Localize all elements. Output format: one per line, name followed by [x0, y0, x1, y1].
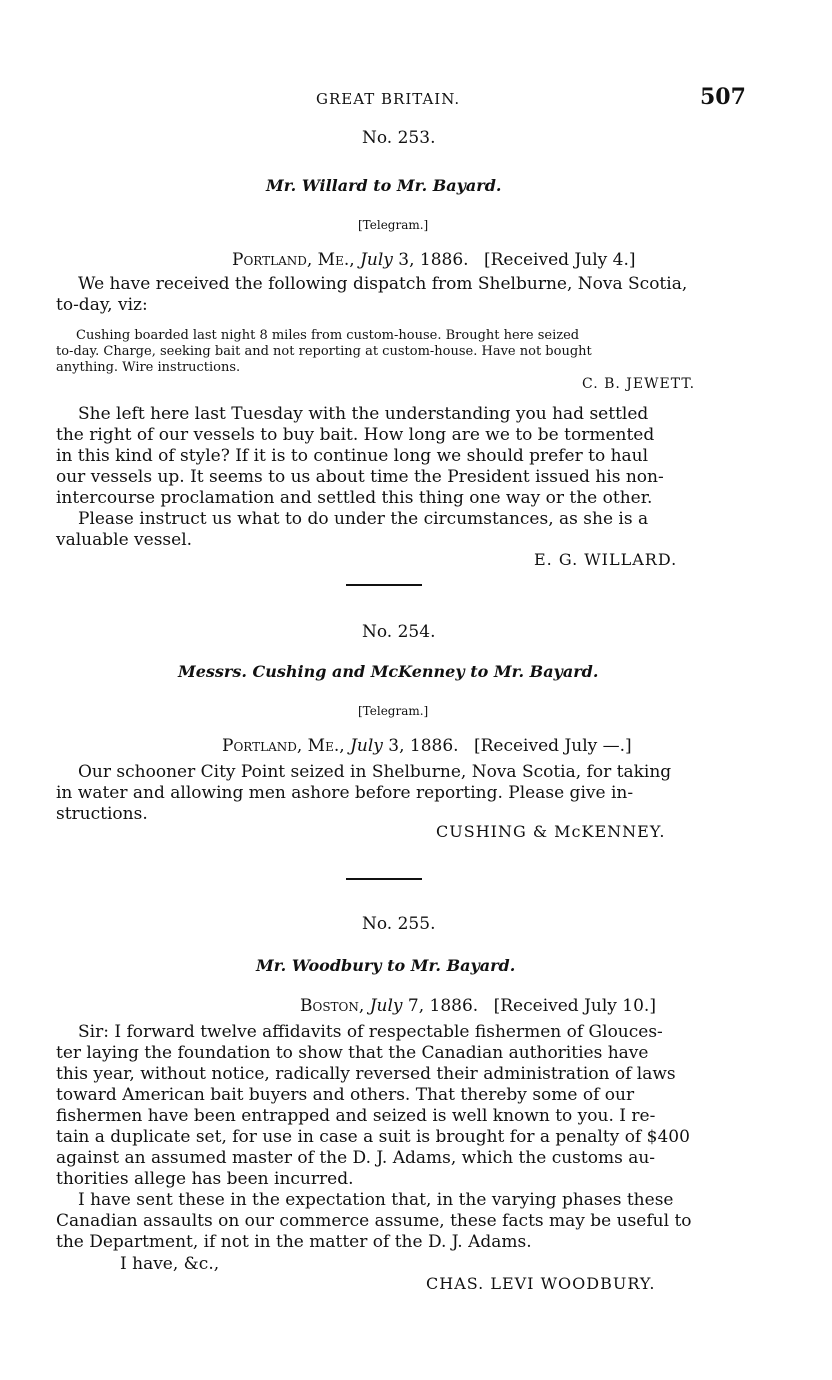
doc253-body-line: She left here last Tuesday with the understanding you had settled: [78, 404, 649, 424]
doc254-date-rest: 3, 1886.: [388, 736, 459, 756]
doc255-date-month: July: [369, 996, 403, 1016]
doc253-number: No. 253.: [362, 128, 436, 148]
section-divider: [346, 878, 422, 880]
doc253-place: Portland, Me.,: [232, 250, 355, 270]
doc255-body-line: ter laying the foundation to show that the Canadian authorities have: [56, 1043, 649, 1063]
doc255-signature: CHAS. LEVI WOODBURY.: [426, 1274, 656, 1293]
doc255-body-line: against an assumed master of the D. J. Adams, which the customs au-: [56, 1148, 656, 1168]
doc253-label: [Telegram.]: [358, 218, 429, 232]
doc253-dateline: [232, 250, 636, 270]
doc255-received: [Received July 10.]: [493, 996, 656, 1016]
doc254-place: Portland, Me.,: [222, 736, 345, 756]
doc255-body-line: this year, without notice, radically reversed their administration of laws: [56, 1064, 676, 1084]
doc255-place: Boston,: [300, 996, 365, 1016]
doc253-body-line: Please instruct us what to do under the circumstances, as she is a: [78, 509, 649, 529]
page-number: 507: [700, 84, 746, 110]
doc255-body-line: tain a duplicate set, for use in case a suit is brought for a penalty of $400: [56, 1127, 690, 1147]
doc253-body-line: the right of our vessels to buy bait. How long are we to be tormented: [56, 425, 655, 445]
doc253-body-line: our vessels up. It seems to us about time the President issued his non-: [56, 467, 664, 487]
doc254-body-line: in water and allowing men ashore before reporting. Please give in-: [56, 783, 634, 803]
doc253-quote-signature: C. B. JEWETT.: [582, 376, 696, 392]
doc254-body: [56, 762, 740, 825]
doc253-intro-line: to-day, viz:: [56, 295, 148, 315]
doc253-title: Mr. Willard to Mr. Bayard.: [266, 176, 502, 195]
doc254-date-month: July: [350, 736, 383, 756]
doc253-date-rest: 3, 1886.: [398, 250, 469, 270]
doc255-dateline: [300, 996, 656, 1016]
doc255-body-line: the Department, if not in the matter of the D. J. Adams.: [56, 1232, 532, 1252]
doc254-dateline: [222, 736, 632, 756]
doc253-intro: [56, 274, 740, 316]
doc255-title: Mr. Woodbury to Mr. Bayard.: [256, 956, 516, 975]
doc255-date-rest: 7, 1886.: [407, 996, 479, 1016]
doc254-title: Messrs. Cushing and McKenney to Mr. Bayard.: [178, 662, 599, 681]
doc253-body-line: intercourse proclamation and settled this thing one way or the other.: [56, 488, 653, 508]
doc253-quote: [56, 328, 740, 376]
doc253-quote-line: to-day. Charge, seeking bait and not reporting at custom-house. Have not bought: [56, 344, 592, 359]
doc253-body: [56, 404, 740, 551]
doc254-body-line: Our schooner City Point seized in Shelburne, Nova Scotia, for taking: [78, 762, 672, 782]
running-title: GREAT BRITAIN.: [316, 90, 461, 108]
doc253-quote-line: anything. Wire instructions.: [56, 360, 241, 375]
doc254-signature: CUSHING & McKENNEY.: [436, 822, 666, 841]
doc255-body-line: Canadian assaults on our commerce assume, these facts may be useful to: [56, 1211, 692, 1231]
doc255-body-line: thorities allege has been incurred.: [56, 1169, 354, 1189]
doc255-number: No. 255.: [362, 914, 436, 934]
doc253-intro-line: We have received the following dispatch from Shelburne, Nova Scotia,: [78, 274, 688, 294]
doc255-body-line: Sir: I forward twelve affidavits of respectable fishermen of Glouces-: [78, 1022, 663, 1042]
doc254-body-line: structions.: [56, 804, 148, 824]
doc254-number: No. 254.: [362, 622, 436, 642]
doc253-body-line: in this kind of style? If it is to continue long we should prefer to haul: [56, 446, 649, 466]
doc255-body-line: I have sent these in the expectation that, in the varying phases these: [78, 1190, 674, 1210]
doc253-received: [Received July 4.]: [483, 250, 636, 270]
doc255-body-line: fishermen have been entrapped and seized is well known to you. I re-: [56, 1106, 656, 1126]
doc254-label: [Telegram.]: [358, 704, 429, 718]
doc255-closing: I have, &c.,: [120, 1254, 220, 1274]
doc255-body: [56, 1022, 740, 1253]
doc253-signature: E. G. WILLARD.: [534, 550, 678, 569]
doc253-body-line: valuable vessel.: [56, 530, 193, 550]
doc253-quote-line: Cushing boarded last night 8 miles from custom-house. Brought here seized: [76, 328, 580, 343]
doc254-received: [Received July —.]: [473, 736, 632, 756]
doc253-date-month: July: [360, 250, 393, 270]
section-divider: [346, 584, 422, 586]
doc255-body-line: toward American bait buyers and others. That thereby some of our: [56, 1085, 635, 1105]
